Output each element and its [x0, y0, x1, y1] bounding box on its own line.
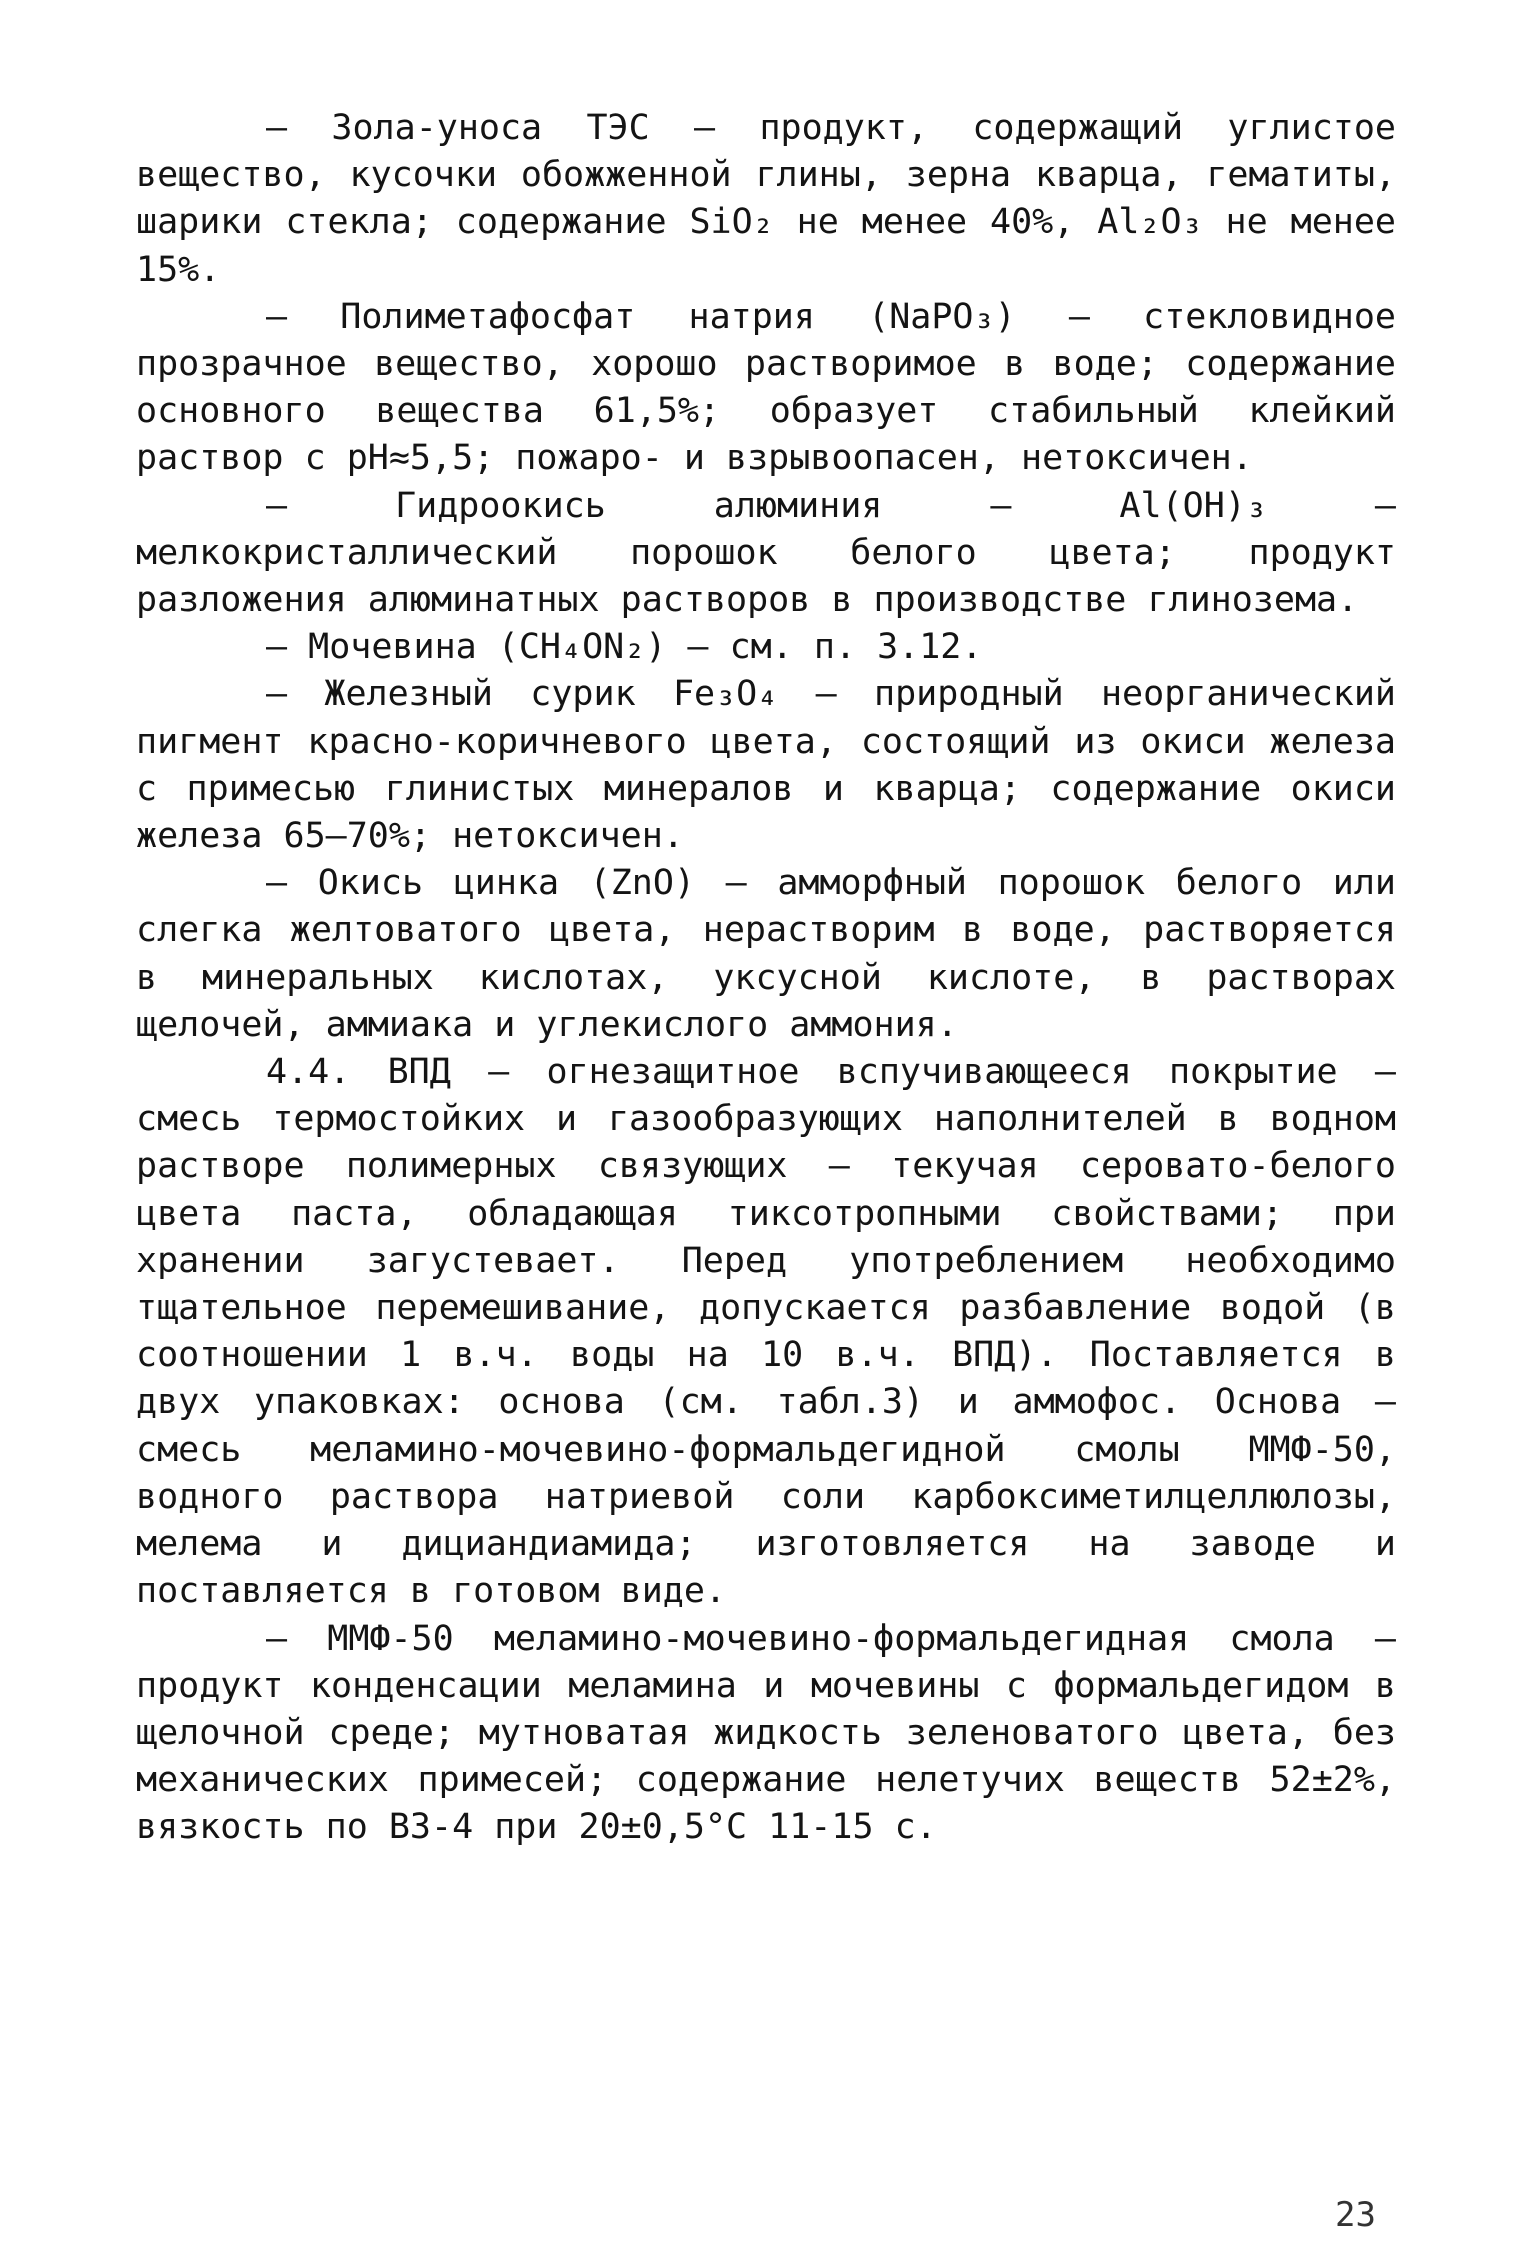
paragraph-iron-minium: – Железный сурик Fe₃O₄ – природный неорганический пигмент красно-коричневого цвета, состоящий из окиси железа с примесью глинистых минералов и кварца; содержание окиси железа 65–70%; нетоксичен.	[136, 674, 1396, 857]
page-number: 23	[1335, 2195, 1376, 2235]
paragraph-urea: – Мочевина (CH₄ON₂) – см. п. 3.12.	[266, 627, 983, 668]
paragraph-fly-ash: – Зола-уноса ТЭС – продукт, содержащий углистое вещество, кусочки обожженной глины, зерна кварца, гематиты, шарики стекла; содержание SiO₂ не менее 40%, Al₂O₃ не менее 15%.	[136, 108, 1396, 290]
paragraph-zinc-oxide: – Окись цинка (ZnO) – амморфный порошок белого или слегка желтоватого цвета, нерастворим в воде, растворяется в минеральных кислотах, уксусной кислоте, в растворах щелочей, аммиака и углекислого аммония.	[136, 863, 1396, 1045]
paragraph-aluminium-hydroxide: – Гидроокись алюминия – Al(OH)₃ – мелкокристаллический порошок белого цвета; продукт разложения алюминатных растворов в производстве глинозема.	[136, 485, 1396, 621]
paragraph-mmf-50: – ММФ-50 меламино-мочевино-формальдегидная смола – продукт конденсации меламина и мочевины с формальдегидом в щелочной среде; мутноватая жидкость зеленоватого цвета, без механических примесей; содержание нелетучих веществ 52±2%, вязкость по ВЗ-4 при 20±0,5°С 11-15 с.	[136, 1618, 1396, 1848]
paragraph-vpd-coating: 4.4. ВПД – огнезащитное вспучивающееся покрытие – смесь термостойких и газообразующих наполнителей в водном растворе полимерных связующих – текучая серовато-белого цвета паста, обладающая тиксотропными свойствами; при хранении загустевает. Перед употреблением необходимо тщательное перемешивание, допускается разбавление водой (в соотношении 1 в.ч. воды на 10 в.ч. ВПД). Поставляется в двух упаковках: основа (см. табл.3) и аммофос. Основа – смесь меламино-мочевино-формальдегидной смолы ММФ-50, водного раствора натриевой соли карбоксиметилцеллюлозы, мелема и дициандиамида; изготовляется на заводе и поставляется в готовом виде.	[136, 1052, 1396, 1612]
document-page	[136, 105, 1396, 1852]
paragraph-sodium-polymetaphosphate: – Полиметафосфат натрия (NaPO₃) – стекловидное прозрачное вещество, хорошо растворимое в воде; содержание основного вещества 61,5%; образует стабильный клейкий раствор с pH≈5,5; пожаро- и взрывоопасен, нетоксичен.	[136, 296, 1396, 479]
